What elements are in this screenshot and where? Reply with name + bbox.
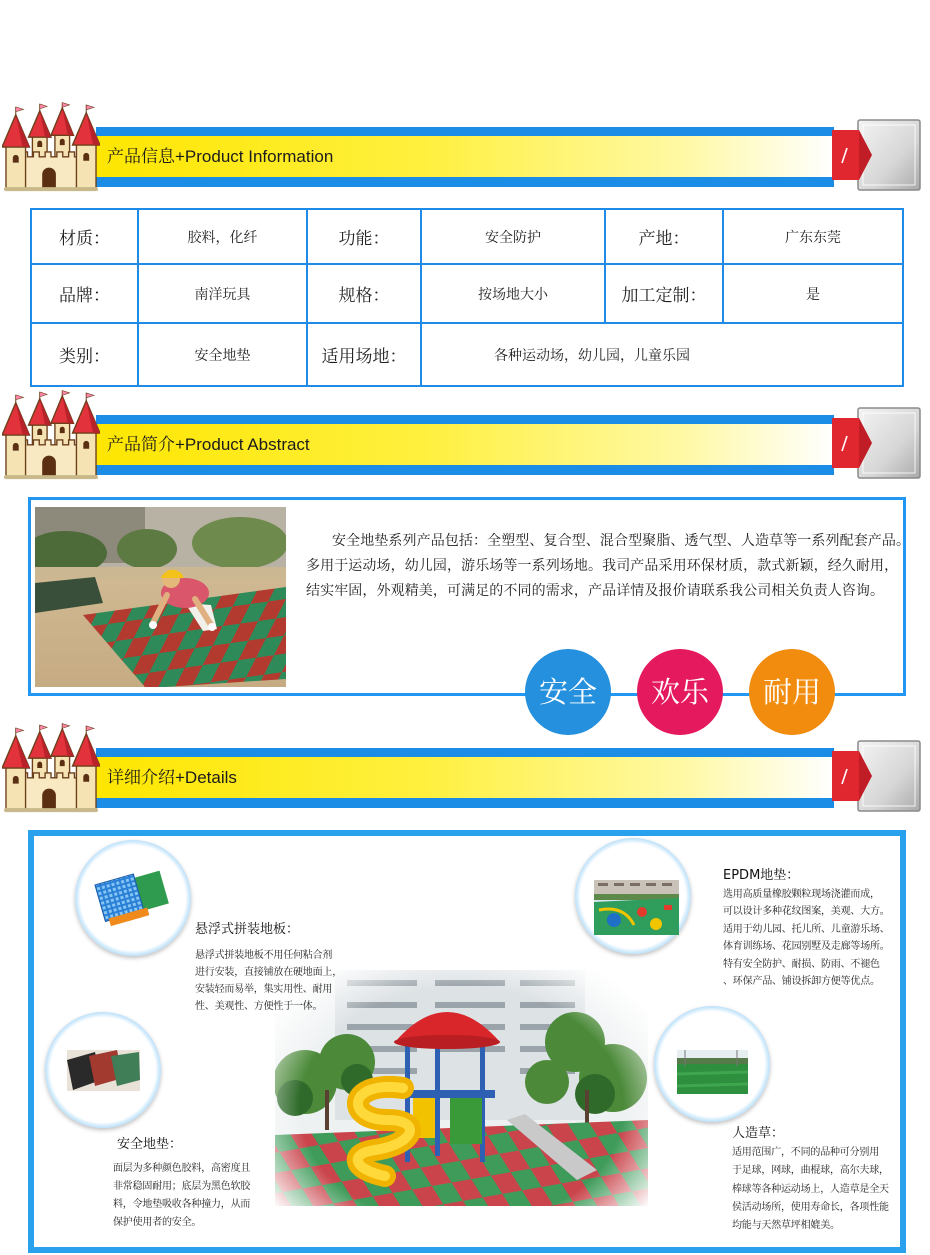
table-row [31,323,903,386]
description-line: 侯活动场所，使用寿命长，各项性能 [732,1201,889,1213]
description-line: 悬浮式拼装地板不用任何粘合剂 [195,950,333,961]
castle-icon [2,102,100,194]
epdm-description [723,886,890,990]
description-line: 、环保产品、铺设拆卸方便等优点。 [723,976,880,988]
abstract-line: 多用于运动场，幼儿园，游乐场等一系列场地。我司产品采用环保材质，款式新颖，经久耐用， [306,558,899,574]
section-header-details [0,721,930,816]
floating-floor-description [195,947,342,1015]
description-line: 非常稳固耐用；底层为黑色软胶 [113,1181,251,1192]
turf-image [677,1050,748,1094]
safety-mat-image-frame [45,1012,161,1128]
material-label: 材质： [31,209,138,264]
description-line: 可以设计多种花纹图案，美观、大方。 [723,906,890,918]
venue-label: 适用场地： [307,323,421,386]
function-value: 安全防护 [421,209,605,264]
floating-floor-image-frame [75,840,191,956]
safety-mat-image [67,1050,140,1091]
table-row [31,264,903,323]
product-info-table [30,208,904,387]
description-line: 进行安装，直接铺放在硬地面上， [195,967,342,978]
description-line: 保护使用者的安全。 [113,1217,202,1228]
description-line: 体育训练场、花园别墅及走廊等场所。 [723,941,890,953]
material-value: 胶料，化纤 [138,209,307,264]
description-line: 适用范围广，不同的品种可分别用 [732,1147,879,1158]
badge-safe: 安全 [525,649,611,735]
badge-joy: 欢乐 [637,649,723,735]
section-header-info [0,100,930,195]
section-title: 产品信息+Product Information [107,147,334,166]
customization-label: 加工定制： [605,264,723,323]
customization-value: 是 [723,264,903,323]
header-bar-bottom [96,177,834,187]
castle-icon [2,390,100,482]
floating-floor-title: 悬浮式拼装地板： [195,922,300,937]
header-bar-bottom [96,798,834,808]
table-row [31,209,903,264]
brand-label: 品牌： [31,264,138,323]
red-arrow-icon [826,406,922,480]
description-line: 性、美观性、方便性于一体。 [195,1001,323,1012]
origin-value: 广东东莞 [723,209,903,264]
description-line: 适用于幼儿园、托儿所、儿童游乐场、 [723,923,890,935]
abstract-line: 结实牢固，外观精美，可满足的不同的需求，产品详情及报价请联系我公司相关负责人咨询。 [306,583,885,599]
castle-icon [2,723,100,815]
turf-image-frame [654,1006,770,1122]
floating-floor-image [90,867,176,929]
description-line: 棒球等各种运动场上，人造草是全天 [732,1183,889,1195]
red-arrow-icon [826,739,922,813]
origin-label: 产地： [605,209,723,264]
safety-mat-title: 安全地垫： [117,1137,183,1152]
safety-mat-description [113,1160,250,1232]
category-value: 安全地垫 [138,323,307,386]
category-label: 类别： [31,323,138,386]
epdm-image [594,880,679,935]
installer-photo [35,507,286,687]
header-bar-top [96,127,834,136]
turf-description [732,1144,889,1235]
header-bar-top [96,748,834,757]
description-line: 均能与天然草坪相媲美。 [732,1220,840,1232]
epdm-image-frame [575,838,691,954]
abstract-text [306,529,910,604]
abstract-line: 安全地垫系列产品包括：全塑型、复合型、混合型聚脂、透气型、人造草等一系列配套产品。 [332,533,911,549]
section-title: 详细介绍+Details [107,768,237,787]
red-arrow-icon [826,118,922,192]
function-label: 功能： [307,209,421,264]
spec-label: 规格： [307,264,421,323]
description-line: 料，令地垫吸收各种撞力，从而 [113,1199,251,1210]
section-header-abstract [0,388,930,483]
description-line: 选用高质量橡胶颗粒现场浇灌而成， [723,889,880,900]
description-line: 面层为多种颜色胶料，高密度且 [113,1163,251,1174]
section-title: 产品简介+Product Abstract [107,435,310,454]
spec-value: 按场地大小 [421,264,605,323]
header-bar-top [96,415,834,424]
header-bar-bottom [96,465,834,475]
venue-value: 各种运动场，幼儿园，儿童乐园 [421,323,903,386]
badge-durable: 耐用 [749,649,835,735]
turf-title: 人造草： [732,1126,785,1141]
description-line: 于足球，网球，曲棍球，高尔夫球， [732,1165,889,1177]
epdm-title: EPDM地垫： [723,868,800,883]
description-line: 安装轻而易举，集实用性、耐用 [195,984,333,995]
brand-value: 南洋玩具 [138,264,307,323]
description-line: 特有安全防护、耐损、防雨、不褪色 [723,958,880,970]
